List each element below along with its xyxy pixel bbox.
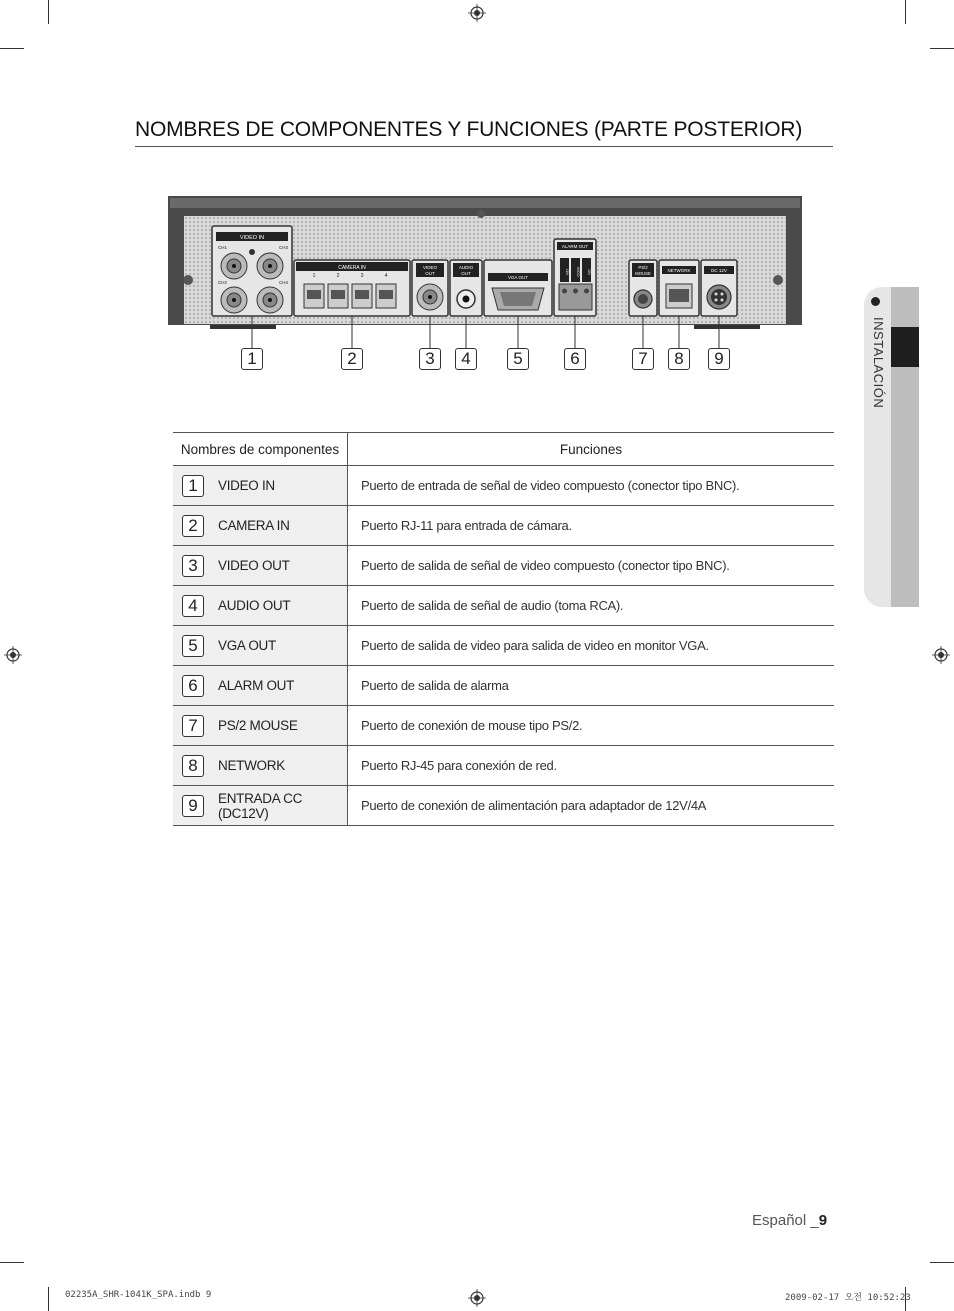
component-name: VIDEO IN: [213, 466, 348, 506]
rear-panel-illustration: [168, 196, 802, 330]
table-row: [173, 546, 834, 586]
table-row: [173, 466, 834, 506]
crop-mark: [48, 0, 49, 24]
table-row: [173, 746, 834, 786]
row-number: 3: [182, 555, 204, 577]
crop-mark: [0, 48, 24, 49]
crop-mark: [905, 0, 906, 24]
component-name: ENTRADA CC (DC12V): [213, 786, 348, 826]
registration-mark-icon: [932, 646, 950, 664]
component-function: Puerto de salida de alarma: [348, 666, 835, 706]
svg-text:NO: NO: [564, 269, 570, 275]
crop-mark: [930, 48, 954, 49]
svg-text:1: 1: [312, 273, 316, 279]
crop-mark: [48, 1287, 49, 1311]
table-row: [173, 506, 834, 546]
svg-text:MOUSE: MOUSE: [635, 271, 651, 276]
table-row: [173, 586, 834, 626]
svg-text:CH4: CH4: [279, 280, 289, 285]
row-number: 5: [182, 635, 204, 657]
component-name: VGA OUT: [213, 626, 348, 666]
callout-4: 4: [455, 348, 477, 370]
svg-text:PS/2: PS/2: [638, 265, 648, 270]
callout-2: 2: [341, 348, 363, 370]
bullet-icon: [871, 297, 880, 306]
dc12v-label: DC 12V: [711, 268, 727, 273]
header-function: Funciones: [348, 433, 835, 466]
power-jack-icon: [707, 285, 731, 309]
screw-icon: [183, 275, 193, 285]
registration-mark-icon: [468, 1289, 486, 1307]
component-function: Puerto de entrada de señal de video compuesto (conector tipo BNC).: [348, 466, 835, 506]
svg-text:VIDEO: VIDEO: [422, 265, 438, 270]
bnc-connector-icon: [257, 287, 283, 313]
row-number: 6: [182, 675, 204, 697]
registration-mark-icon: [4, 646, 22, 664]
bnc-connector-icon: [257, 253, 283, 279]
vga-out-label: VGA OUT: [507, 275, 529, 280]
footer-date-info: 2009-02-17 오전 10:52:23: [785, 1293, 911, 1303]
rj45-port-icon: [666, 284, 692, 308]
table-row: [173, 666, 834, 706]
screw-icon: [477, 210, 485, 218]
components-table: [173, 432, 834, 826]
svg-text:CH2: CH2: [218, 280, 228, 285]
crop-mark: [930, 1262, 954, 1263]
callout-leaders: [168, 330, 802, 350]
callout-3: 3: [419, 348, 441, 370]
row-number: 1: [182, 475, 204, 497]
callout-6: 6: [564, 348, 586, 370]
footer-file-info: 02235A_SHR-1041K_SPA.indb 9: [65, 1290, 212, 1300]
terminal-block-icon: [559, 284, 592, 310]
rj11-port-icon: [352, 284, 372, 308]
component-name: VIDEO OUT: [213, 546, 348, 586]
camera-in-label: CAMERA IN: [338, 265, 366, 271]
component-function: Puerto de salida de señal de video compuesto (conector tipo BNC).: [348, 546, 835, 586]
svg-text:COM: COM: [575, 267, 581, 277]
table-header-row: [173, 433, 834, 466]
component-function: Puerto de conexión de alimentación para adaptador de 12V/4A: [348, 786, 835, 826]
svg-text:NC: NC: [586, 269, 592, 275]
svg-text:AUDIO: AUDIO: [458, 265, 474, 270]
network-label: NETWORK: [667, 268, 691, 273]
row-number: 4: [182, 595, 204, 617]
ps2-port-icon: [634, 290, 652, 308]
component-name: PS/2 MOUSE: [213, 706, 348, 746]
component-name: AUDIO OUT: [213, 586, 348, 626]
svg-text:OUT: OUT: [425, 271, 435, 276]
callout-8: 8: [668, 348, 690, 370]
crop-mark: [0, 1262, 24, 1263]
bnc-connector-icon: [417, 284, 443, 310]
component-function: Puerto RJ-11 para entrada de cámara.: [348, 506, 835, 546]
table-row: [173, 786, 834, 826]
svg-text:2: 2: [336, 273, 340, 279]
svg-text:3: 3: [360, 273, 364, 279]
component-function: Puerto de salida de señal de audio (toma RCA).: [348, 586, 835, 626]
footer-language: Español _: [752, 1212, 819, 1229]
svg-text:CH1: CH1: [218, 245, 228, 250]
component-function: Puerto de salida de video para salida de video en monitor VGA.: [348, 626, 835, 666]
alarm-out-label: ALARM OUT: [561, 244, 589, 249]
footer-page-label: [752, 1212, 827, 1229]
vga-port-icon: [492, 288, 544, 310]
rj11-port-icon: [376, 284, 396, 308]
header-component-name: Nombres de componentes: [173, 433, 348, 466]
page-number: 9: [818, 1212, 828, 1229]
row-number: 8: [182, 755, 204, 777]
bnc-connector-icon: [221, 287, 247, 313]
side-tab-label: INSTALACIÓN: [871, 317, 886, 409]
callout-1: 1: [241, 348, 263, 370]
side-tab-marker: [891, 327, 919, 367]
row-number: 9: [182, 795, 204, 817]
registration-mark-icon: [468, 4, 486, 22]
component-name: CAMERA IN: [213, 506, 348, 546]
callout-5: 5: [507, 348, 529, 370]
video-in-label: VIDEO IN: [239, 235, 265, 241]
svg-text:4: 4: [384, 273, 388, 279]
component-name: ALARM OUT: [213, 666, 348, 706]
screw-icon: [773, 275, 783, 285]
rca-jack-icon: [457, 290, 475, 308]
row-number: 2: [182, 515, 204, 537]
svg-text:OUT: OUT: [461, 271, 471, 276]
table-row: [173, 706, 834, 746]
component-function: Puerto RJ-45 para conexión de red.: [348, 746, 835, 786]
callout-9: 9: [708, 348, 730, 370]
rj11-port-icon: [328, 284, 348, 308]
component-name: NETWORK: [213, 746, 348, 786]
svg-text:CH3: CH3: [279, 245, 289, 250]
callout-7: 7: [632, 348, 654, 370]
section-side-tab: [864, 287, 919, 607]
bnc-connector-icon: [221, 253, 247, 279]
row-number: 7: [182, 715, 204, 737]
component-function: Puerto de conexión de mouse tipo PS/2.: [348, 706, 835, 746]
table-row: [173, 626, 834, 666]
page-title: NOMBRES DE COMPONENTES Y FUNCIONES (PARTE POSTERIOR): [135, 118, 833, 147]
rj11-port-icon: [304, 284, 324, 308]
